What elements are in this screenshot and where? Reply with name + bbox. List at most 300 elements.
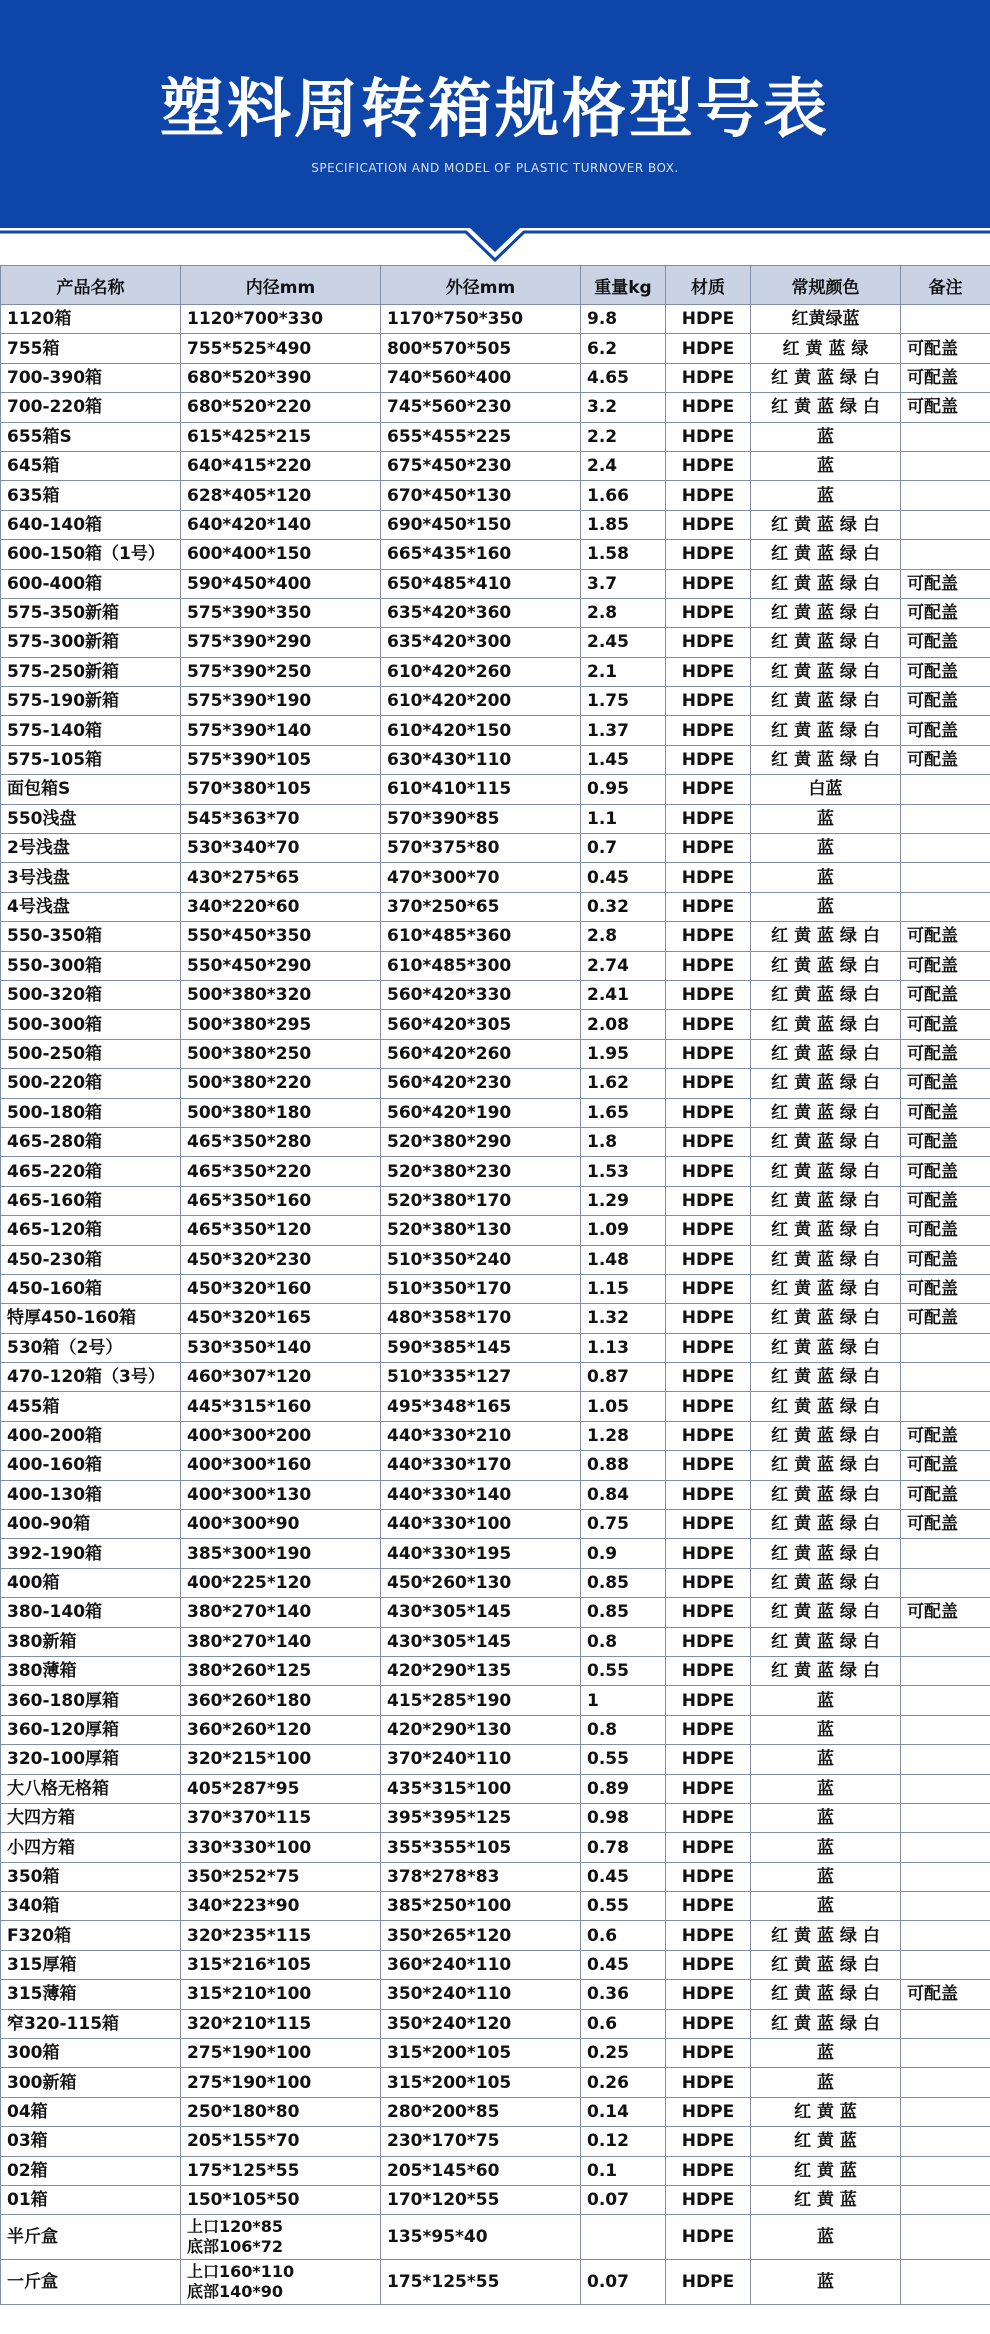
cell-color: 红 黄 蓝 绿 白: [751, 540, 901, 569]
cell-color: 红 黄 蓝 绿 白: [751, 1568, 901, 1597]
cell-note: 可配盖: [901, 1039, 990, 1068]
cell-product-name: 455箱: [1, 1392, 181, 1421]
cell-outer-size: 350*240*120: [381, 2009, 581, 2038]
cell-outer-size: 670*450*130: [381, 481, 581, 510]
table-row: [1, 1833, 990, 1862]
cell-inner-size: 465*350*160: [181, 1186, 381, 1215]
cell-outer-size: 440*330*195: [381, 1539, 581, 1568]
cell-product-name: 2号浅盘: [1, 834, 181, 863]
cell-material: HDPE: [666, 1862, 751, 1891]
table-row: [1, 2156, 990, 2185]
table-row: [1, 1039, 990, 1068]
cell-weight: 3.2: [581, 393, 666, 422]
cell-color: 蓝: [751, 1686, 901, 1715]
cell-color: 红 黄 蓝 绿 白: [751, 1921, 901, 1950]
header-color: 常规颜色: [751, 266, 901, 305]
cell-note: [901, 1921, 990, 1950]
cell-note: [901, 451, 990, 480]
cell-inner-size: 400*300*130: [181, 1480, 381, 1509]
cell-color: 蓝: [751, 1715, 901, 1744]
cell-weight: 1.13: [581, 1333, 666, 1362]
cell-material: HDPE: [666, 481, 751, 510]
cell-note: [901, 2156, 990, 2185]
cell-inner-size: 680*520*220: [181, 393, 381, 422]
cell-outer-size: 360*240*110: [381, 1950, 581, 1979]
cell-color: 红 黄 蓝 绿 白: [751, 951, 901, 980]
cell-inner-size: 320*215*100: [181, 1745, 381, 1774]
cell-product-name: 02箱: [1, 2156, 181, 2185]
cell-material: HDPE: [666, 1539, 751, 1568]
cell-material: HDPE: [666, 1216, 751, 1245]
cell-note: 可配盖: [901, 1598, 990, 1627]
cell-color: 蓝: [751, 422, 901, 451]
cell-weight: 0.89: [581, 1774, 666, 1803]
table-row: [1, 775, 990, 804]
cell-product-name: 755箱: [1, 334, 181, 363]
cell-inner-size: 500*380*320: [181, 980, 381, 1009]
cell-note: 可配盖: [901, 393, 990, 422]
cell-inner-size: 500*380*220: [181, 1069, 381, 1098]
cell-inner-size: 275*190*100: [181, 2039, 381, 2068]
cell-inner-size: 500*380*250: [181, 1039, 381, 1068]
table-row: [1, 1010, 990, 1039]
cell-product-name: 特厚450-160箱: [1, 1304, 181, 1333]
cell-color: 红 黄 蓝 绿 白: [751, 1333, 901, 1362]
cell-note: 可配盖: [901, 1098, 990, 1127]
cell-note: 可配盖: [901, 980, 990, 1009]
cell-product-name: 500-320箱: [1, 980, 181, 1009]
cell-color: 红黄绿蓝: [751, 305, 901, 334]
cell-product-name: 600-150箱（1号）: [1, 540, 181, 569]
cell-note: 可配盖: [901, 951, 990, 980]
cell-outer-size: 520*380*170: [381, 1186, 581, 1215]
table-row: [1, 1510, 990, 1539]
cell-weight: 0.95: [581, 775, 666, 804]
cell-product-name: 550浅盘: [1, 804, 181, 833]
cell-color: 红 黄 蓝 绿 白: [751, 1245, 901, 1274]
cell-material: HDPE: [666, 2127, 751, 2156]
cell-note: [901, 2215, 990, 2260]
table-row: [1, 1774, 990, 1803]
cell-outer-size: 470*300*70: [381, 863, 581, 892]
table-row: [1, 1421, 990, 1450]
cell-inner-size: 1120*700*330: [181, 305, 381, 334]
cell-note: [901, 1392, 990, 1421]
cell-product-name: 575-190新箱: [1, 687, 181, 716]
cell-material: HDPE: [666, 1627, 751, 1656]
cell-material: HDPE: [666, 1598, 751, 1627]
cell-weight: 0.45: [581, 863, 666, 892]
cell-product-name: 4号浅盘: [1, 892, 181, 921]
cell-note: 可配盖: [901, 1186, 990, 1215]
cell-outer-size: 205*145*60: [381, 2156, 581, 2185]
cell-inner-size: 460*307*120: [181, 1363, 381, 1392]
cell-weight: 1.29: [581, 1186, 666, 1215]
cell-outer-size: 520*380*230: [381, 1157, 581, 1186]
cell-outer-size: 175*125*55: [381, 2260, 581, 2305]
cell-outer-size: 610*420*150: [381, 716, 581, 745]
cell-weight: 0.55: [581, 1892, 666, 1921]
cell-material: HDPE: [666, 363, 751, 392]
cell-color: 蓝: [751, 863, 901, 892]
table-row: [1, 393, 990, 422]
cell-note: [901, 1363, 990, 1392]
cell-note: [901, 481, 990, 510]
header-inner-size: 内径mm: [181, 266, 381, 305]
cell-color: 红 黄 蓝 绿 白: [751, 2009, 901, 2038]
cell-color: 蓝: [751, 2068, 901, 2097]
cell-inner-size: 615*425*215: [181, 422, 381, 451]
cell-inner-size: 330*330*100: [181, 1833, 381, 1862]
cell-weight: 0.32: [581, 892, 666, 921]
cell-inner-top: 上口160*110: [187, 2262, 295, 2282]
cell-material: HDPE: [666, 1950, 751, 1979]
cell-note: [901, 1627, 990, 1656]
cell-weight: 2.2: [581, 422, 666, 451]
cell-outer-size: 415*285*190: [381, 1686, 581, 1715]
cell-material: HDPE: [666, 1157, 751, 1186]
cell-color: 红 黄 蓝 绿 白: [751, 1627, 901, 1656]
cell-outer-size: 420*290*135: [381, 1656, 581, 1685]
table-row: [1, 834, 990, 863]
table-row: [1, 951, 990, 980]
cell-inner-size: 430*275*65: [181, 863, 381, 892]
cell-inner-size: 575*390*190: [181, 687, 381, 716]
cell-outer-size: 675*450*230: [381, 451, 581, 480]
cell-inner-size: 575*390*140: [181, 716, 381, 745]
cell-product-name: 400-160箱: [1, 1451, 181, 1480]
cell-color: 红 黄 蓝 绿 白: [751, 980, 901, 1009]
cell-material: HDPE: [666, 1774, 751, 1803]
table-row: [1, 422, 990, 451]
header-product-name: 产品名称: [1, 266, 181, 305]
cell-outer-size: 665*435*160: [381, 540, 581, 569]
cell-color: 红 黄 蓝 绿 白: [751, 1421, 901, 1450]
cell-color: 红 黄 蓝 绿 白: [751, 1274, 901, 1303]
cell-material: HDPE: [666, 1333, 751, 1362]
cell-material: HDPE: [666, 1980, 751, 2009]
spec-table-container: [0, 265, 990, 2305]
cell-product-name: 500-300箱: [1, 1010, 181, 1039]
cell-outer-size: 520*380*130: [381, 1216, 581, 1245]
cell-material: HDPE: [666, 1656, 751, 1685]
cell-color: 红 黄 蓝: [751, 2127, 901, 2156]
cell-color: 蓝: [751, 804, 901, 833]
cell-product-name: 700-220箱: [1, 393, 181, 422]
cell-inner-size: 530*350*140: [181, 1333, 381, 1362]
cell-outer-size: 590*385*145: [381, 1333, 581, 1362]
cell-weight: 0.8: [581, 1715, 666, 1744]
cell-weight: 1.58: [581, 540, 666, 569]
cell-inner-size: 450*320*230: [181, 1245, 381, 1274]
cell-weight: 2.74: [581, 951, 666, 980]
cell-weight: 0.98: [581, 1803, 666, 1832]
cell-product-name: 450-230箱: [1, 1245, 181, 1274]
cell-color: 红 黄 蓝 绿 白: [751, 1950, 901, 1979]
cell-note: [901, 2127, 990, 2156]
table-row: [1, 1539, 990, 1568]
cell-product-name: 350箱: [1, 1862, 181, 1891]
cell-material: HDPE: [666, 2215, 751, 2260]
cell-product-name: 575-250新箱: [1, 657, 181, 686]
cell-product-name: 360-180厚箱: [1, 1686, 181, 1715]
table-row: [1, 510, 990, 539]
cell-material: HDPE: [666, 716, 751, 745]
table-row: [1, 1862, 990, 1891]
cell-color: 蓝: [751, 2039, 901, 2068]
cell-weight: 1.65: [581, 1098, 666, 1127]
cell-note: [901, 1333, 990, 1362]
table-row: [1, 540, 990, 569]
cell-weight: 0.88: [581, 1451, 666, 1480]
cell-product-name: 380薄箱: [1, 1656, 181, 1685]
cell-weight: 2.41: [581, 980, 666, 1009]
cell-note: 可配盖: [901, 1510, 990, 1539]
cell-inner-size: 380*270*140: [181, 1627, 381, 1656]
cell-color: 红 黄 蓝 绿 白: [751, 1039, 901, 1068]
cell-inner-size: 380*270*140: [181, 1598, 381, 1627]
cell-outer-size: 570*390*85: [381, 804, 581, 833]
table-row: [1, 1304, 990, 1333]
cell-material: HDPE: [666, 2260, 751, 2305]
cell-product-name: 500-180箱: [1, 1098, 181, 1127]
table-row: [1, 1216, 990, 1245]
table-row: [1, 1069, 990, 1098]
cell-outer-size: 350*240*110: [381, 1980, 581, 2009]
cell-material: HDPE: [666, 1363, 751, 1392]
cell-material: HDPE: [666, 1451, 751, 1480]
cell-inner-bottom: 底部140*90: [187, 2282, 284, 2302]
cell-material: HDPE: [666, 1421, 751, 1450]
table-row: [1, 2097, 990, 2126]
cell-inner-size: 465*350*280: [181, 1127, 381, 1156]
cell-note: [901, 1774, 990, 1803]
cell-color: 红 黄 蓝 绿 白: [751, 363, 901, 392]
cell-outer-size: 420*290*130: [381, 1715, 581, 1744]
cell-product-name: 300新箱: [1, 2068, 181, 2097]
cell-note: [901, 1950, 990, 1979]
cell-outer-size: 520*380*290: [381, 1127, 581, 1156]
cell-weight: 0.07: [581, 2186, 666, 2215]
cell-outer-size: 355*355*105: [381, 1833, 581, 1862]
cell-weight: 0.45: [581, 1862, 666, 1891]
cell-note: [901, 2068, 990, 2097]
table-row: [1, 1980, 990, 2009]
cell-material: HDPE: [666, 1010, 751, 1039]
cell-outer-size: 395*395*125: [381, 1803, 581, 1832]
cell-weight: 0.07: [581, 2260, 666, 2305]
table-row: [1, 1686, 990, 1715]
cell-inner-size: 450*320*160: [181, 1274, 381, 1303]
cell-material: HDPE: [666, 1098, 751, 1127]
cell-note: 可配盖: [901, 657, 990, 686]
cell-note: [901, 510, 990, 539]
cell-material: HDPE: [666, 687, 751, 716]
cell-outer-size: 430*305*145: [381, 1598, 581, 1627]
cell-material: HDPE: [666, 1510, 751, 1539]
cell-material: HDPE: [666, 1568, 751, 1597]
cell-note: 可配盖: [901, 334, 990, 363]
cell-product-name: 300箱: [1, 2039, 181, 2068]
cell-color: 蓝: [751, 1745, 901, 1774]
cell-note: [901, 1803, 990, 1832]
cell-weight: 0.45: [581, 1950, 666, 1979]
cell-inner-size: 315*210*100: [181, 1980, 381, 2009]
cell-inner-size: 360*260*120: [181, 1715, 381, 1744]
cell-inner-size: 640*415*220: [181, 451, 381, 480]
cell-inner-size: 400*300*90: [181, 1510, 381, 1539]
cell-outer-size: 800*570*505: [381, 334, 581, 363]
cell-material: HDPE: [666, 1715, 751, 1744]
table-row: [1, 2127, 990, 2156]
cell-outer-size: 1170*750*350: [381, 305, 581, 334]
cell-weight: 0.75: [581, 1510, 666, 1539]
header-banner: [0, 0, 990, 265]
cell-product-name: 575-140箱: [1, 716, 181, 745]
cell-material: HDPE: [666, 510, 751, 539]
cell-note: 可配盖: [901, 922, 990, 951]
table-row: [1, 363, 990, 392]
table-row: [1, 980, 990, 1009]
cell-outer-size: 495*348*165: [381, 1392, 581, 1421]
cell-material: HDPE: [666, 628, 751, 657]
cell-color: 红 黄 蓝: [751, 2156, 901, 2185]
cell-inner-size: 205*155*70: [181, 2127, 381, 2156]
table-row: [1, 1245, 990, 1274]
cell-note: 可配盖: [901, 745, 990, 774]
cell-color: 红 黄 蓝 绿 白: [751, 628, 901, 657]
table-row: [1, 745, 990, 774]
cell-product-name: 550-350箱: [1, 922, 181, 951]
header-note: 备注: [901, 266, 990, 305]
cell-outer-size: 385*250*100: [381, 1892, 581, 1921]
cell-color: 红 黄 蓝 绿 白: [751, 745, 901, 774]
cell-color: 红 黄 蓝 绿 白: [751, 1539, 901, 1568]
cell-product-name: 315厚箱: [1, 1950, 181, 1979]
cell-material: HDPE: [666, 892, 751, 921]
cell-product-name: 550-300箱: [1, 951, 181, 980]
cell-product-name: 小四方箱: [1, 1833, 181, 1862]
cell-outer-size: 135*95*40: [381, 2215, 581, 2260]
cell-material: HDPE: [666, 1833, 751, 1862]
cell-inner-size: 628*405*120: [181, 481, 381, 510]
table-row: [1, 2068, 990, 2097]
table-row: [1, 598, 990, 627]
cell-color: 蓝: [751, 1862, 901, 1891]
table-row: [1, 716, 990, 745]
cell-product-name: 320-100厚箱: [1, 1745, 181, 1774]
table-row: [1, 1333, 990, 1362]
cell-product-name: 530箱（2号）: [1, 1333, 181, 1362]
cell-inner-size: 250*180*80: [181, 2097, 381, 2126]
cell-color: 红 黄 蓝 绿 白: [751, 1304, 901, 1333]
cell-product-name: 465-280箱: [1, 1127, 181, 1156]
cell-note: [901, 2097, 990, 2126]
cell-material: HDPE: [666, 1892, 751, 1921]
cell-product-name: 400-90箱: [1, 1510, 181, 1539]
cell-product-name: 面包箱S: [1, 775, 181, 804]
cell-color: 蓝: [751, 892, 901, 921]
cell-product-name: 大四方箱: [1, 1803, 181, 1832]
cell-color: 红 黄 蓝 绿 白: [751, 393, 901, 422]
cell-product-name: 400-200箱: [1, 1421, 181, 1450]
cell-weight: 0.25: [581, 2039, 666, 2068]
cell-inner-size: 175*125*55: [181, 2156, 381, 2185]
cell-weight: 0.9: [581, 1539, 666, 1568]
cell-note: [901, 305, 990, 334]
table-row: [1, 2186, 990, 2215]
cell-inner-size: 600*400*150: [181, 540, 381, 569]
table-row: [1, 2215, 990, 2260]
cell-weight: 0.78: [581, 1833, 666, 1862]
header-weight: 重量kg: [581, 266, 666, 305]
cell-note: 可配盖: [901, 1421, 990, 1450]
cell-note: 可配盖: [901, 1245, 990, 1274]
cell-inner-size: 590*450*400: [181, 569, 381, 598]
cell-note: [901, 863, 990, 892]
cell-material: HDPE: [666, 2039, 751, 2068]
cell-note: [901, 1862, 990, 1891]
cell-outer-size: 170*120*55: [381, 2186, 581, 2215]
cell-weight: 9.8: [581, 305, 666, 334]
cell-outer-size: 230*170*75: [381, 2127, 581, 2156]
cell-product-name: 470-120箱（3号）: [1, 1363, 181, 1392]
table-row: [1, 1451, 990, 1480]
cell-note: 可配盖: [901, 1127, 990, 1156]
cell-product-name: 315薄箱: [1, 1980, 181, 2009]
cell-product-name: 380-140箱: [1, 1598, 181, 1627]
cell-material: HDPE: [666, 1274, 751, 1303]
cell-outer-size: 315*200*105: [381, 2068, 581, 2097]
cell-inner-size: 465*350*120: [181, 1216, 381, 1245]
cell-product-name: 一斤盒: [1, 2260, 181, 2305]
cell-material: HDPE: [666, 1127, 751, 1156]
cell-color: 红 黄 蓝 绿 白: [751, 1363, 901, 1392]
table-row: [1, 1274, 990, 1303]
page-subtitle: SPECIFICATION AND MODEL OF PLASTIC TURNOVER BOX.: [311, 161, 679, 175]
cell-inner-size: 545*363*70: [181, 804, 381, 833]
table-row: [1, 1392, 990, 1421]
cell-inner-size: 575*390*105: [181, 745, 381, 774]
cell-product-name: 700-390箱: [1, 363, 181, 392]
cell-inner-size: 400*300*200: [181, 1421, 381, 1450]
table-row: [1, 1598, 990, 1627]
cell-inner-size: 150*105*50: [181, 2186, 381, 2215]
cell-inner-size: 500*380*295: [181, 1010, 381, 1039]
cell-weight: 0.12: [581, 2127, 666, 2156]
cell-material: HDPE: [666, 922, 751, 951]
cell-color: 蓝: [751, 1803, 901, 1832]
cell-inner-size: 575*390*290: [181, 628, 381, 657]
cell-material: HDPE: [666, 1304, 751, 1333]
cell-outer-size: 655*455*225: [381, 422, 581, 451]
cell-outer-size: 450*260*130: [381, 1568, 581, 1597]
cell-color: 蓝: [751, 1892, 901, 1921]
cell-material: HDPE: [666, 951, 751, 980]
cell-note: [901, 2039, 990, 2068]
cell-color: 蓝: [751, 2260, 901, 2305]
cell-inner-size: 550*450*350: [181, 922, 381, 951]
cell-weight: 1.32: [581, 1304, 666, 1333]
cell-product-name: 640-140箱: [1, 510, 181, 539]
cell-note: [901, 1656, 990, 1685]
table-row: [1, 2260, 990, 2305]
cell-material: HDPE: [666, 745, 751, 774]
table-header-row: [1, 266, 990, 305]
table-row: [1, 334, 990, 363]
cell-color: 红 黄 蓝 绿 白: [751, 1157, 901, 1186]
cell-weight: 1.95: [581, 1039, 666, 1068]
